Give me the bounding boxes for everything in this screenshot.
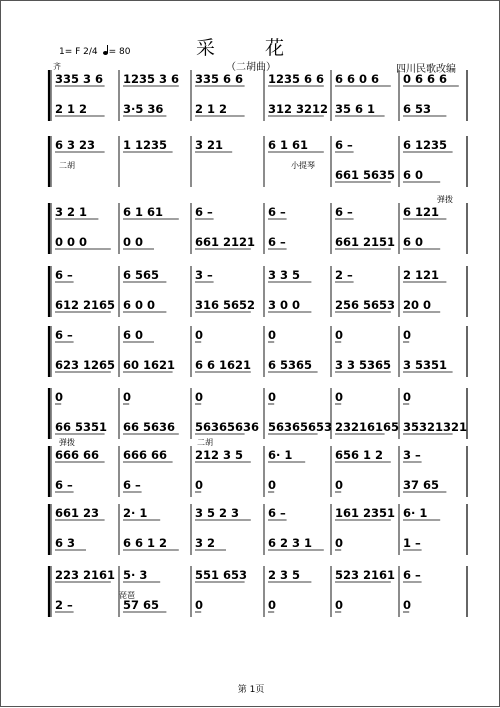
measure-notes: 661 2151	[335, 235, 396, 249]
subtitle: （二胡曲）	[226, 62, 276, 73]
measure-notes: 0 6 6 6	[403, 72, 448, 86]
measure-notes: 56365636	[195, 420, 260, 434]
measure-notes: 0 0 0	[55, 235, 88, 249]
measure-notes: 0	[403, 390, 412, 404]
measure-notes: 0	[335, 536, 344, 550]
page-title: 采 花	[195, 37, 307, 59]
measure-notes: 3 3 5365	[335, 358, 392, 372]
measure-notes: 661 5635	[335, 168, 396, 182]
measure-notes: 656 1 2	[335, 448, 384, 462]
measure-notes: 57 65	[123, 598, 160, 612]
measure-notes: 0	[268, 390, 277, 404]
measure-notes: 66 5636	[123, 420, 176, 434]
measure-notes: 6 –	[268, 205, 286, 219]
measure-notes: 0	[195, 478, 204, 492]
score-system	[49, 194, 467, 254]
measure-notes: 6 2 3 1	[268, 536, 313, 550]
measure-notes: 6 –	[268, 506, 286, 520]
score-system	[49, 136, 467, 187]
measure-notes: 551 653	[195, 568, 248, 582]
measure-notes: 2 3 5	[268, 568, 301, 582]
measure-notes: 6 –	[55, 328, 73, 342]
measure-notes: 666 66	[123, 448, 168, 462]
measure-notes: 2 –	[55, 598, 73, 612]
measure-notes: 35321321	[403, 420, 468, 434]
measure-notes: 6 1 61	[268, 138, 309, 152]
measure-notes: 20 0	[403, 298, 432, 312]
measure-notes: 2 1 2	[55, 102, 88, 116]
measure-notes: 60 1621	[123, 358, 176, 372]
key-time-signature: 1= F 2/4	[59, 47, 98, 57]
measure-notes: 0 0	[123, 235, 144, 249]
measure-notes: 66 5351	[55, 420, 108, 434]
measure-notes: 6 0 0	[123, 298, 156, 312]
tempo-marking: = 80	[108, 47, 131, 57]
measure-notes: 6 6 0 6	[335, 72, 380, 86]
instrument-mark: 小提琴	[291, 161, 315, 170]
measure-notes: 666 66	[55, 448, 100, 462]
measure-notes: 312 3212	[268, 102, 329, 116]
measure-notes: 335 6 6	[195, 72, 244, 86]
instrument-mark: 弹拨	[437, 195, 453, 204]
measure-notes: 6 3 23	[55, 138, 96, 152]
measure-notes: 6 0	[123, 328, 144, 342]
measure-notes: 256 5653	[335, 298, 396, 312]
measure-notes: 0	[268, 328, 277, 342]
score-system	[49, 61, 467, 121]
measure-notes: 6· 1	[268, 448, 293, 462]
measure-notes: 6 –	[335, 205, 353, 219]
measure-notes: 6 565	[123, 268, 160, 282]
measure-notes: 6 –	[335, 138, 353, 152]
measure-notes: 6 53	[403, 102, 432, 116]
instrument-mark: 二胡	[59, 161, 75, 170]
measure-notes: 0	[403, 328, 412, 342]
score-system	[49, 504, 467, 555]
page-number: 第 1页	[237, 685, 265, 695]
measure-notes: 0	[268, 478, 277, 492]
measure-notes: 6 –	[403, 568, 421, 582]
measure-notes: 223 2161	[55, 568, 116, 582]
measure-notes: 523 2161	[335, 568, 396, 582]
measure-notes: 6 –	[55, 478, 73, 492]
measure-notes: 0	[335, 478, 344, 492]
measure-notes: 2 –	[335, 268, 353, 282]
instrument-mark: 琵琶	[119, 591, 135, 600]
measure-notes: 3·5 36	[123, 102, 164, 116]
measure-notes: 661 23	[55, 506, 100, 520]
measure-notes: 3 3 5	[268, 268, 301, 282]
measure-notes: 6 1 61	[123, 205, 164, 219]
score-system	[49, 266, 467, 317]
score-system	[49, 566, 467, 617]
measure-notes: 23216165	[335, 420, 400, 434]
measure-notes: 3 5351	[403, 358, 448, 372]
measure-notes: 0	[55, 390, 64, 404]
measure-notes: 335 3 6	[55, 72, 104, 86]
measure-notes: 3 –	[195, 268, 213, 282]
instrument-mark: 齐	[53, 62, 61, 71]
instrument-mark: 二胡	[197, 438, 213, 447]
measure-notes: 612 2165	[55, 298, 116, 312]
measure-notes: 0	[195, 390, 204, 404]
score-system	[49, 388, 467, 439]
measure-notes: 0	[335, 598, 344, 612]
measure-notes: 6 121	[403, 205, 440, 219]
measure-notes: 1235 6 6	[268, 72, 325, 86]
measure-notes: 3 –	[403, 448, 421, 462]
measure-notes: 212 3 5	[195, 448, 244, 462]
measure-notes: 6 0	[403, 168, 424, 182]
measure-notes: 6 1235	[403, 138, 448, 152]
score-systems	[1, 1, 500, 708]
measure-notes: 1 1235	[123, 138, 168, 152]
score-system	[49, 326, 467, 377]
measure-notes: 5· 3	[123, 568, 148, 582]
score-system	[49, 437, 467, 497]
measure-notes: 0	[335, 390, 344, 404]
measure-notes: 161 2351	[335, 506, 396, 520]
measure-notes: 661 2121	[195, 235, 256, 249]
measure-notes: 3 5 2 3	[195, 506, 240, 520]
measure-notes: 0	[123, 390, 132, 404]
measure-notes: 6 –	[268, 235, 286, 249]
measure-notes: 6 5365	[268, 358, 313, 372]
measure-notes: 35 6 1	[335, 102, 376, 116]
instrument-mark: 弹拨	[59, 438, 75, 447]
measure-notes: 2 1 2	[195, 102, 228, 116]
measure-notes: 0	[195, 328, 204, 342]
measure-notes: 3 21	[195, 138, 224, 152]
measure-notes: 0	[268, 598, 277, 612]
measure-notes: 6 6 1621	[195, 358, 252, 372]
arranger-credit: 四川民歌改编	[396, 64, 456, 75]
measure-notes: 6· 1	[403, 506, 428, 520]
measure-notes: 2· 1	[123, 506, 148, 520]
measure-notes: 3 2	[195, 536, 216, 550]
measure-notes: 56365653	[268, 420, 333, 434]
measure-notes: 623 1265	[55, 358, 116, 372]
measure-notes: 1235 3 6	[123, 72, 180, 86]
measure-notes: 6 –	[123, 478, 141, 492]
measure-notes: 1 –	[403, 536, 421, 550]
measure-notes: 316 5652	[195, 298, 256, 312]
measure-notes: 6 3	[55, 536, 76, 550]
measure-notes: 0	[195, 598, 204, 612]
measure-notes: 0	[335, 328, 344, 342]
measure-notes: 37 65	[403, 478, 440, 492]
measure-notes: 2 121	[403, 268, 440, 282]
measure-notes: 0	[403, 598, 412, 612]
measure-notes: 6 –	[195, 205, 213, 219]
measure-notes: 6 0	[403, 235, 424, 249]
measure-notes: 3 2 1	[55, 205, 88, 219]
measure-notes: 6 –	[55, 268, 73, 282]
measure-notes: 6 6 1 2	[123, 536, 168, 550]
measure-notes: 3 0 0	[268, 298, 301, 312]
